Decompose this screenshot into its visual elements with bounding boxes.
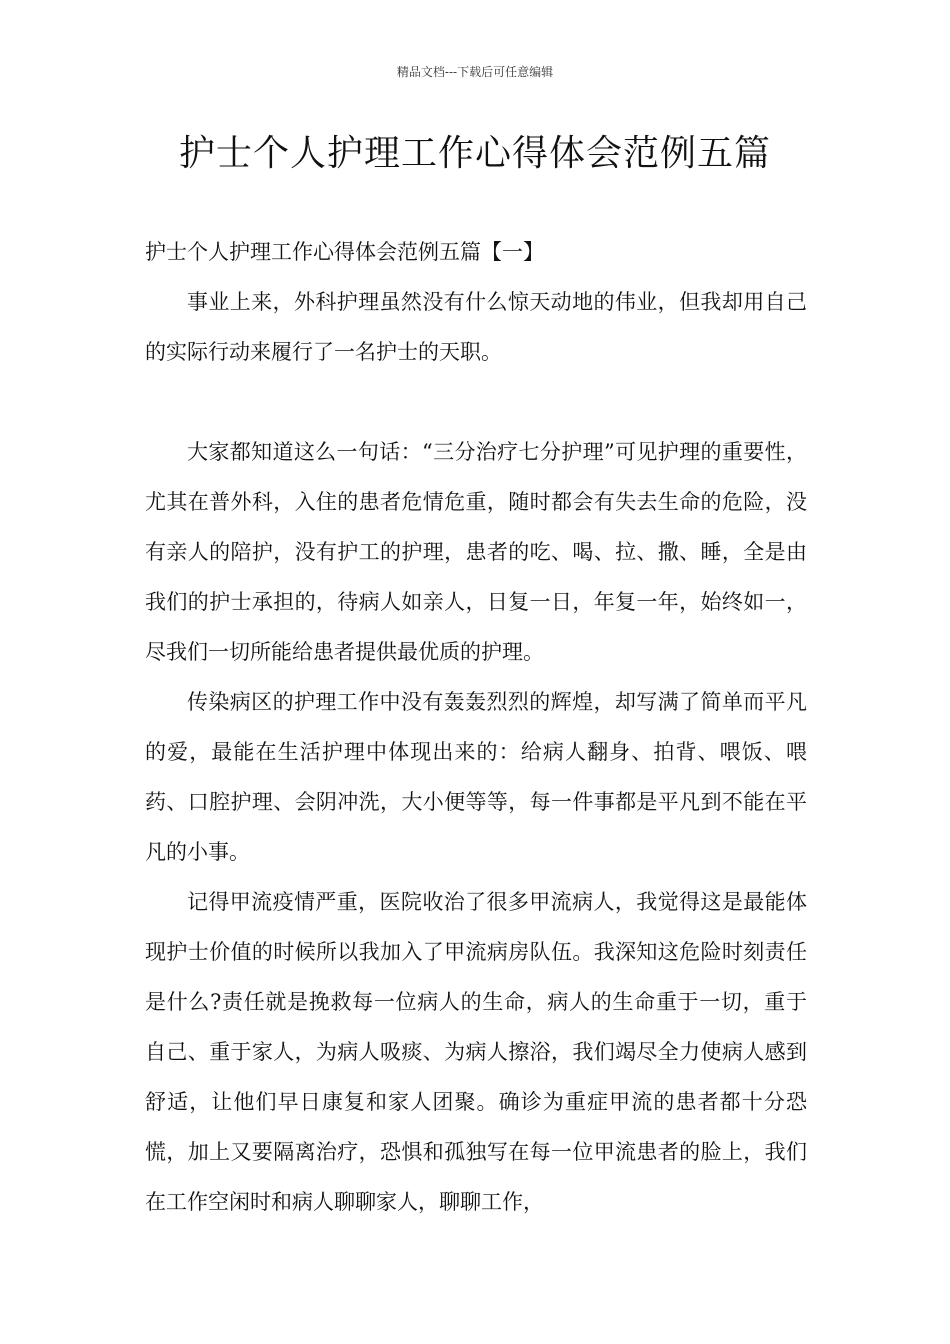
paragraph-2: 大家都知道这么一句话：“三分治疗七分护理”可见护理的重要性，尤其在普外科，入住的患者危情危重，随时都会有失去生命的危险，没有亲人的陪护，没有护工的护理，患者的吃、喝、拉、撒、睡，全是由我们的护士承担的，待病人如亲人，日复一日，年复一年，始终如一，尽我们一切所能给患者提供最优质的护理。	[145, 440, 807, 664]
page-header-note: 精品文档---下载后可任意编辑	[396, 65, 554, 79]
section-heading: 护士个人护理工作心得体会范例五篇【一】	[145, 240, 544, 264]
document-title: 护士个人护理工作心得体会范例五篇	[178, 133, 771, 174]
paragraph-3: 传染病区的护理工作中没有轰轰烈烈的辉煌，却写满了简单而平凡的爱，最能在生活护理中体现出来的：给病人翻身、拍背、喂饭、喂药、口腔护理、会阴冲洗，大小便等等，每一件事都是平凡到不能在平凡的小事。	[145, 690, 807, 864]
paragraph-4: 记得甲流疫情严重，医院收治了很多甲流病人，我觉得这是最能体现护士价值的时候所以我加入了甲流病房队伍。我深知这危险时刻责任是什么?责任就是挽救每一位病人的生命，病人的生命重于一切，重于自己、重于家人，为病人吸痰、为病人擦浴，我们竭尽全力使病人感到舒适，让他们早日康复和家人团聚。确诊为重症甲流的患者都十分恐慌，加上又要隔离治疗，恐惧和孤独写在每一位甲流患者的脸上，我们在工作空闲时和病人聊聊家人，聊聊工作，	[145, 890, 807, 1214]
blank-line	[145, 377, 807, 427]
paragraph-1: 事业上来，外科护理虽然没有什么惊天动地的伟业，但我却用自己的实际行动来履行了一名护士的天职。	[145, 290, 807, 364]
document-body	[145, 227, 807, 1227]
